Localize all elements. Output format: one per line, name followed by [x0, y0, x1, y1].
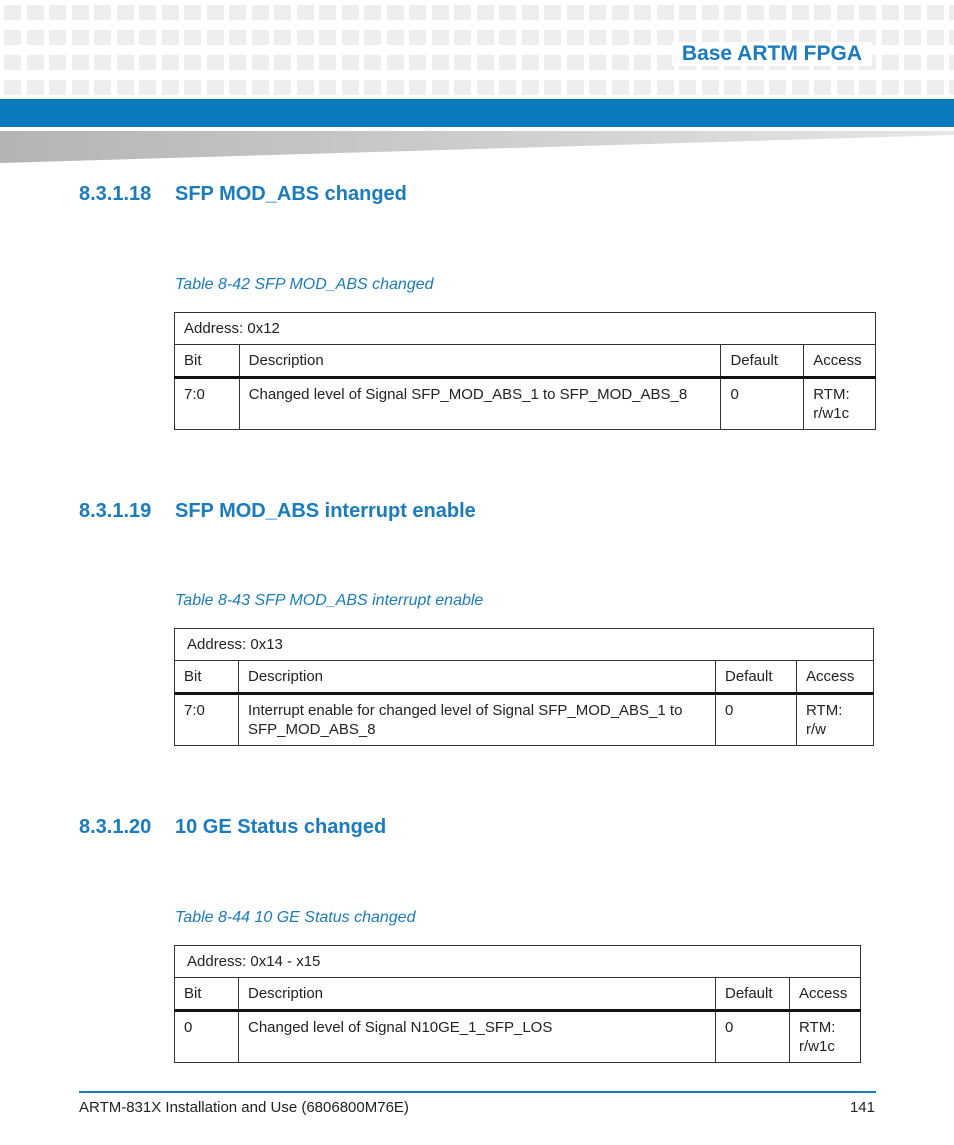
description-cell: Changed level of Signal N10GE_1_SFP_LOS [239, 1011, 716, 1063]
header-dot [522, 30, 539, 45]
header-dot [927, 55, 944, 70]
header-dot [162, 55, 179, 70]
header-dot [94, 80, 111, 95]
header-dot [927, 5, 944, 20]
header-dot [567, 5, 584, 20]
header-dot [477, 55, 494, 70]
header-dot [297, 5, 314, 20]
header-dot [252, 55, 269, 70]
header-dot [904, 30, 921, 45]
header-dot [117, 80, 134, 95]
table-header-row [175, 345, 876, 378]
header-dot [252, 80, 269, 95]
header-gray-wedge [0, 131, 954, 163]
header-dot [522, 5, 539, 20]
header-dot [27, 5, 44, 20]
section-title: SFP MOD_ABS changed [175, 183, 407, 205]
header-dot [927, 30, 944, 45]
header-dot [139, 80, 156, 95]
header-dot [409, 30, 426, 45]
header-dot [207, 5, 224, 20]
header-dot [724, 80, 741, 95]
header-dot [477, 5, 494, 20]
header-dot [117, 55, 134, 70]
header-dot [162, 5, 179, 20]
header-cell: Description [239, 345, 721, 378]
header-dot [117, 30, 134, 45]
header-dot [387, 5, 404, 20]
header-dot [882, 5, 899, 20]
header-dot [27, 30, 44, 45]
header-dot [49, 80, 66, 95]
header-dot [94, 5, 111, 20]
header-dot [522, 55, 539, 70]
table-header-row [175, 661, 874, 694]
header-dot [634, 30, 651, 45]
header-cell: Default [716, 661, 797, 694]
header-dot [882, 30, 899, 45]
header-dot [252, 30, 269, 45]
header-dot [949, 30, 954, 45]
header-dot [949, 5, 954, 20]
description-cell: Changed level of Signal SFP_MOD_ABS_1 to SFP_MOD_ABS_8 [239, 378, 721, 430]
header-dot [499, 55, 516, 70]
header-dot [589, 5, 606, 20]
table-caption: Table 8-43 SFP MOD_ABS interrupt enable [175, 592, 484, 609]
header-dot [747, 5, 764, 20]
table-row [175, 378, 876, 430]
header-dot [162, 30, 179, 45]
section-number: 8.3.1.20 [79, 816, 152, 838]
header-dot [522, 80, 539, 95]
header-dot [184, 55, 201, 70]
header-dot [319, 5, 336, 20]
header-dot [657, 5, 674, 20]
section-heading [79, 500, 476, 523]
header-dot [342, 55, 359, 70]
header-dot [297, 55, 314, 70]
header-dot [49, 5, 66, 20]
header-dot [634, 55, 651, 70]
header-dot [432, 5, 449, 20]
header-dot [409, 5, 426, 20]
bit-cell: 7:0 [175, 378, 240, 430]
header-dot [904, 5, 921, 20]
header-cell: Description [239, 661, 716, 694]
header-dot [814, 80, 831, 95]
header-cell: Access [804, 345, 876, 378]
header-title: Base ARTM FPGA [672, 42, 872, 66]
header-dot [319, 30, 336, 45]
header-dot [679, 5, 696, 20]
header-dot [319, 55, 336, 70]
section-number: 8.3.1.19 [79, 500, 152, 522]
header-dot [634, 80, 651, 95]
header-dot [4, 55, 21, 70]
header-dot [544, 30, 561, 45]
address-row [175, 629, 874, 661]
header-dot [297, 30, 314, 45]
header-dot [747, 80, 764, 95]
header-dot [769, 80, 786, 95]
header-cell: Bit [175, 978, 239, 1011]
header-blue-band [0, 99, 954, 127]
header-dot [612, 5, 629, 20]
default-cell: 0 [716, 1011, 790, 1063]
header-dot [387, 55, 404, 70]
header-dot [72, 30, 89, 45]
address-row [175, 313, 876, 345]
header-dot [252, 5, 269, 20]
header-dot [207, 80, 224, 95]
bit-cell: 0 [175, 1011, 239, 1063]
header-dot [229, 5, 246, 20]
section-heading [79, 816, 386, 839]
header-dot [499, 30, 516, 45]
header-dot [477, 30, 494, 45]
header-dot [319, 80, 336, 95]
page-number: 141 [849, 1099, 875, 1116]
header-dot [387, 80, 404, 95]
description-cell: Interrupt enable for changed level of Signal SFP_MOD_ABS_1 to SFP_MOD_ABS_8 [239, 694, 716, 746]
header-dot [4, 5, 21, 20]
header-dot [702, 80, 719, 95]
header-dot [769, 5, 786, 20]
header-dot [274, 55, 291, 70]
header-dot [454, 30, 471, 45]
header-dot [184, 5, 201, 20]
header-dot [904, 55, 921, 70]
header-cell: Access [790, 978, 861, 1011]
address-row [175, 946, 861, 978]
header-dot [229, 55, 246, 70]
header-dot [387, 30, 404, 45]
header-dot [27, 80, 44, 95]
header-dot [859, 80, 876, 95]
table-row [175, 1011, 861, 1063]
header-dot [567, 30, 584, 45]
header-dot [432, 80, 449, 95]
default-cell: 0 [721, 378, 804, 430]
header-dot [274, 30, 291, 45]
header-dot [499, 80, 516, 95]
header-dot [274, 5, 291, 20]
header-dot [139, 55, 156, 70]
header-cell: Description [239, 978, 716, 1011]
header-dot [454, 55, 471, 70]
register-table [174, 312, 876, 430]
header-dot [679, 80, 696, 95]
header-dot [589, 80, 606, 95]
default-cell: 0 [716, 694, 797, 746]
table-row [175, 694, 874, 746]
access-cell: RTM: r/w1c [790, 1011, 861, 1063]
header-cell: Default [721, 345, 804, 378]
header-dot [904, 80, 921, 95]
header-dot [454, 5, 471, 20]
footer-rule [79, 1091, 876, 1093]
header-dot [837, 80, 854, 95]
header-dot [94, 55, 111, 70]
header-dot [657, 80, 674, 95]
section-title: SFP MOD_ABS interrupt enable [175, 500, 476, 522]
header-dot [342, 30, 359, 45]
access-cell: RTM: r/w1c [804, 378, 876, 430]
address-cell: Address: 0x13 [175, 629, 874, 661]
address-cell: Address: 0x14 - x15 [175, 946, 861, 978]
header-dot [882, 80, 899, 95]
header-dot [612, 55, 629, 70]
header-cell: Access [797, 661, 874, 694]
header-dot [184, 80, 201, 95]
header-dot [567, 80, 584, 95]
header-dot [949, 55, 954, 70]
header-dot [207, 55, 224, 70]
header-dot [612, 80, 629, 95]
header-dot [364, 30, 381, 45]
header-dot [94, 30, 111, 45]
header-dot [409, 55, 426, 70]
header-dot [589, 55, 606, 70]
header-dot [139, 30, 156, 45]
header-dot [432, 30, 449, 45]
header-dot [837, 5, 854, 20]
header-dot [544, 80, 561, 95]
register-table [174, 628, 874, 746]
header-dot [72, 5, 89, 20]
register-table [174, 945, 861, 1063]
header-dot [342, 5, 359, 20]
bit-cell: 7:0 [175, 694, 239, 746]
header-dot [409, 80, 426, 95]
header-dot [882, 55, 899, 70]
header-dot [184, 30, 201, 45]
header-dot [72, 80, 89, 95]
header-dot [949, 80, 954, 95]
header-dot [499, 5, 516, 20]
access-cell: RTM: r/w [797, 694, 874, 746]
section-number: 8.3.1.18 [79, 183, 152, 205]
address-cell: Address: 0x12 [175, 313, 876, 345]
header-dot [207, 30, 224, 45]
header-dot [229, 80, 246, 95]
section-heading [79, 183, 407, 206]
header-dot [139, 5, 156, 20]
header-dot [567, 55, 584, 70]
header-cell: Bit [175, 661, 239, 694]
header-dot [4, 80, 21, 95]
header-dot [544, 5, 561, 20]
header-dot [702, 5, 719, 20]
header-dot [634, 5, 651, 20]
header-dot [927, 80, 944, 95]
header-dot [612, 30, 629, 45]
table-header-row [175, 978, 861, 1011]
header-dot [49, 55, 66, 70]
header-dot [432, 55, 449, 70]
header-dot [814, 5, 831, 20]
header-dot [4, 30, 21, 45]
header-cell: Bit [175, 345, 240, 378]
header-dot [364, 55, 381, 70]
header-dot [229, 30, 246, 45]
header-dot [364, 5, 381, 20]
header-dot [477, 80, 494, 95]
header-dot [49, 30, 66, 45]
header-dot [859, 5, 876, 20]
header-dot [297, 80, 314, 95]
table-caption: Table 8-42 SFP MOD_ABS changed [175, 276, 434, 293]
header-cell: Default [716, 978, 790, 1011]
header-dot [162, 80, 179, 95]
header-dot [792, 5, 809, 20]
header-dot [364, 80, 381, 95]
footer-document-title: ARTM-831X Installation and Use (6806800M76E) [79, 1099, 409, 1116]
table-caption: Table 8-44 10 GE Status changed [175, 909, 416, 926]
header-dot [724, 5, 741, 20]
header-dot [72, 55, 89, 70]
header-dot [342, 80, 359, 95]
header-dot [274, 80, 291, 95]
header-dot [454, 80, 471, 95]
header-dot [27, 55, 44, 70]
header-dot [589, 30, 606, 45]
header-dot [544, 55, 561, 70]
section-title: 10 GE Status changed [175, 816, 387, 838]
header-dot [792, 80, 809, 95]
header-dot [117, 5, 134, 20]
